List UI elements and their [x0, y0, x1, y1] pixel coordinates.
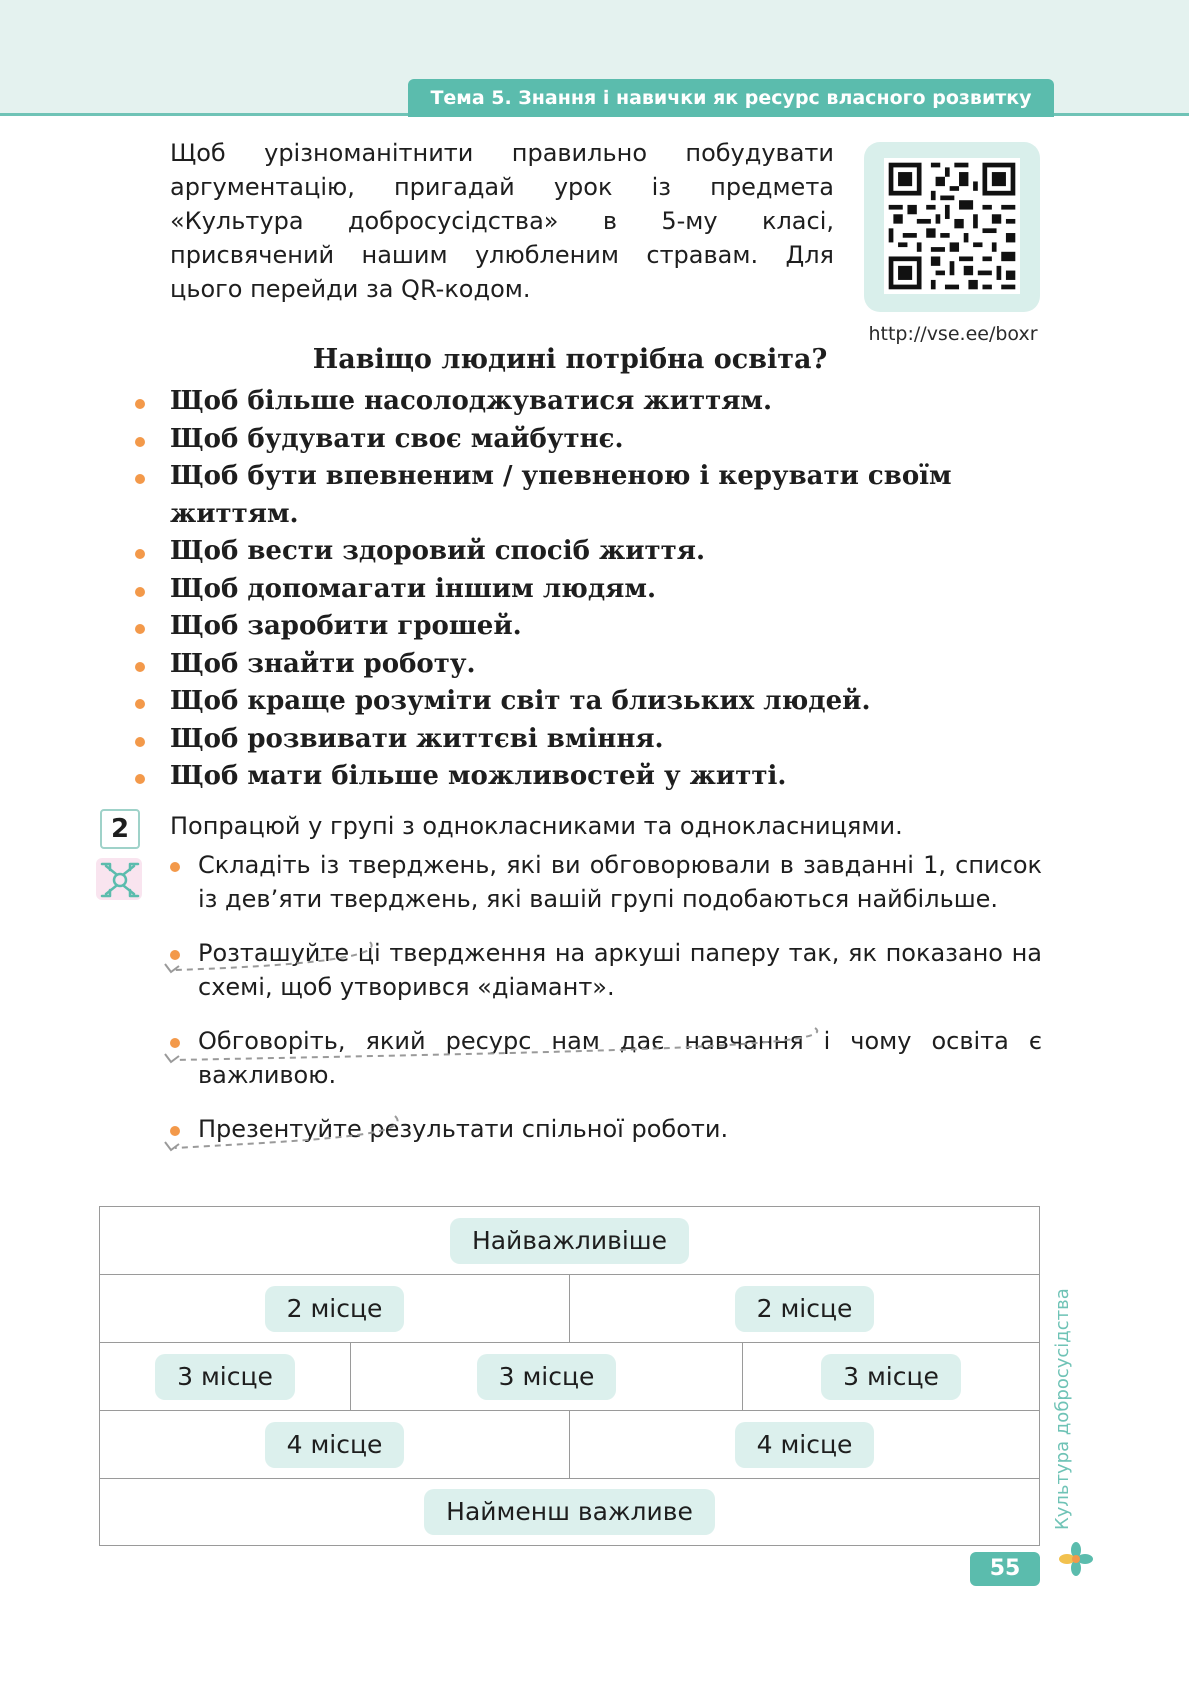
table-cell [570, 1411, 1039, 1478]
section-heading: Навіщо людині потрібна освіта? [312, 344, 828, 375]
bullet-icon [135, 399, 145, 409]
reasons-list [132, 383, 1042, 796]
list-item-text: Щоб будувати своє майбутнє. [170, 423, 624, 454]
list-item [132, 608, 1042, 646]
qr-code-icon [884, 158, 1020, 294]
rank-label: Найважливіше [450, 1218, 689, 1264]
list-item-text: Щоб більше насолоджуватися життям. [170, 386, 773, 416]
rank-label: 4 місце [265, 1422, 405, 1468]
table-row [100, 1207, 1039, 1275]
table-cell [570, 1275, 1039, 1342]
list-item [132, 458, 1042, 533]
list-item-text: Щоб заробити грошей. [170, 611, 522, 641]
task-number-badge: 2 [100, 809, 140, 849]
bullet-icon [170, 862, 180, 872]
sidebar-title-text: Культура добросусідства [1052, 1288, 1073, 1530]
qr-code[interactable] [864, 142, 1040, 312]
rank-label: 3 місце [821, 1354, 961, 1400]
list-item-text: Щоб розвивати життєві вміння. [170, 723, 664, 754]
rank-label: 4 місце [735, 1422, 875, 1468]
page-number: 55 [970, 1552, 1040, 1586]
list-item-text: Щоб краще розуміти світ та близьких людей. [170, 686, 871, 716]
task-instruction: Попрацюй у групі з однокласниками та однокласницями. [170, 812, 903, 840]
table-cell [100, 1343, 351, 1410]
list-item [132, 571, 1042, 609]
bullet-icon [135, 437, 145, 447]
flower-logo-icon [1058, 1541, 1094, 1577]
list-item [132, 533, 1042, 571]
table-cell [100, 1207, 1039, 1274]
list-item [132, 721, 1042, 759]
table-row [100, 1275, 1039, 1343]
diamond-scheme-table [99, 1206, 1040, 1546]
qr-url-link[interactable]: http://vse.ee/boxr [868, 323, 1038, 345]
list-item [132, 646, 1042, 684]
table-cell [100, 1275, 570, 1342]
rank-label: 2 місце [265, 1286, 405, 1332]
list-item-text: Презентуйте результати спільної роботи. [198, 1115, 729, 1143]
list-item-text: Розташуйте ці твердження на аркуші паперу так, як показано на схемі, щоб утворився «діамант». [198, 939, 1042, 1001]
table-cell [100, 1479, 1039, 1545]
intro-paragraph: Щоб урізноманітнити правильно побудувати аргументацію, пригадай урок із предмета «Культура добросусідства» в 5-му класі, присвячений нашим улюбленим стравам. Для цього перейди за QR-кодом. [170, 139, 834, 303]
dashed-arrows-decoration [155, 930, 895, 1170]
bullet-icon [135, 474, 145, 484]
rank-label: 3 місце [477, 1354, 617, 1400]
rank-label: Найменш важливе [424, 1489, 715, 1535]
list-item [132, 758, 1042, 796]
bullet-icon [135, 624, 145, 634]
table-row [100, 1411, 1039, 1479]
rank-label: 2 місце [735, 1286, 875, 1332]
bullet-icon [135, 587, 145, 597]
list-item-text: Щоб бути впевненим / упевненою і керувати своїм життям. [170, 461, 952, 529]
table-cell [351, 1343, 743, 1410]
list-item-text: Складіть із тверджень, які ви обговорювали в завданні 1, список із дев’яти тверджень, які вашій групі подобаються найбільше. [198, 851, 1042, 913]
bullet-icon [135, 662, 145, 672]
bullet-icon [135, 699, 145, 709]
list-item-text: Щоб знайти роботу. [170, 648, 476, 679]
table-cell [100, 1411, 570, 1478]
list-item-text: Щоб мати більше можливостей у житті. [170, 761, 787, 791]
list-item [132, 383, 1042, 421]
bullet-icon [135, 737, 145, 747]
list-item [168, 848, 1042, 916]
rank-label: 3 місце [155, 1354, 295, 1400]
table-cell [743, 1343, 1039, 1410]
bullet-icon [135, 549, 145, 559]
list-item [132, 421, 1042, 459]
theme-tab: Тема 5. Знання і навички як ресурс власного розвитку [408, 79, 1054, 117]
group-work-icon [92, 852, 148, 908]
list-item-text: Обговоріть, який ресурс нам дає навчання і чому освіта є важливою. [198, 1027, 1042, 1089]
list-item [132, 683, 1042, 721]
table-row [100, 1343, 1039, 1411]
list-item-text: Щоб вести здоровий спосіб життя. [170, 536, 706, 566]
table-row [100, 1479, 1039, 1545]
bullet-icon [135, 774, 145, 784]
list-item-text: Щоб допомагати іншим людям. [170, 573, 656, 604]
